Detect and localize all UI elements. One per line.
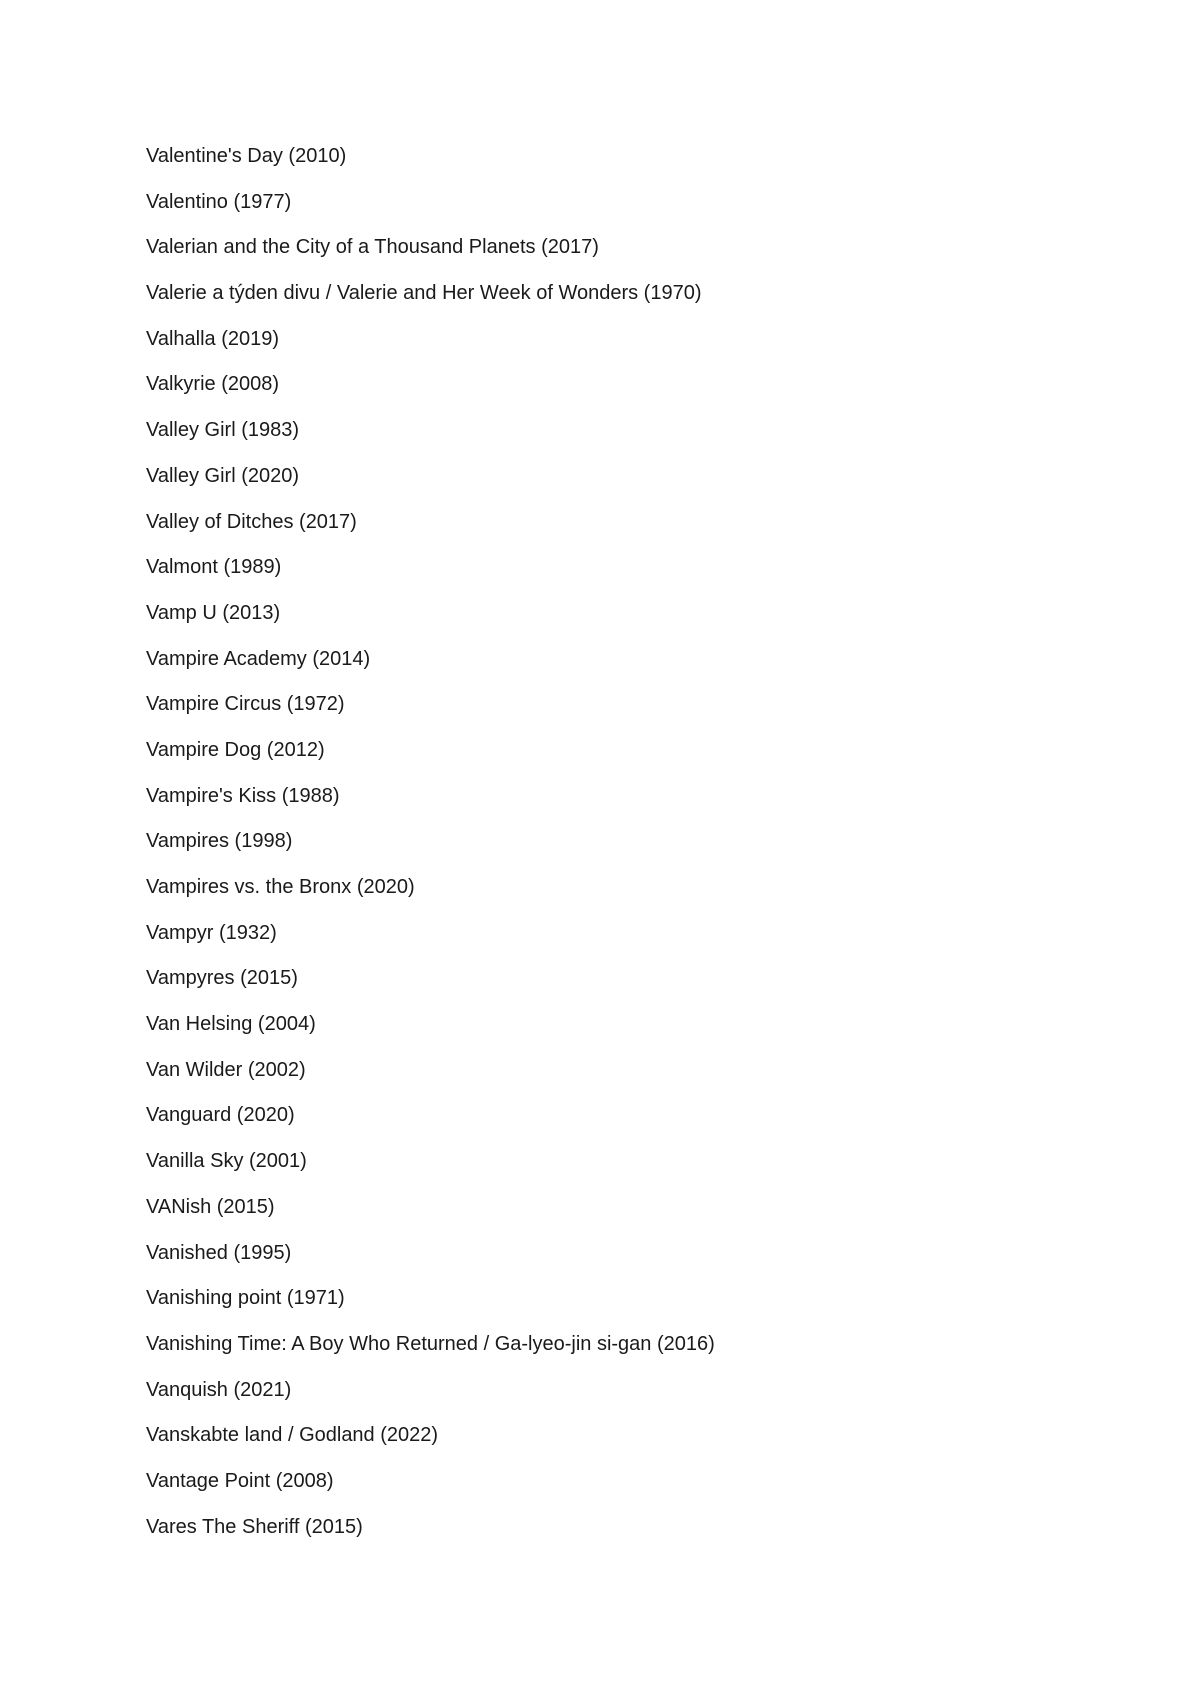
list-item: Valerian and the City of a Thousand Planets (2017) <box>146 236 599 259</box>
list-item: Vanishing Time: A Boy Who Returned / Ga-lyeo-jin si-gan (2016) <box>146 1332 715 1355</box>
list-item: Vanished (1995) <box>146 1241 292 1264</box>
list-item: Vampire Academy (2014) <box>146 647 371 670</box>
list-item: Valentino (1977) <box>146 190 292 213</box>
list-item: Vanishing point (1971) <box>146 1287 345 1310</box>
list-item: Vamp U (2013) <box>146 601 281 624</box>
list-item: Vampires (1998) <box>146 830 293 853</box>
list-item: Valentine's Day (2010) <box>146 145 347 167</box>
list-item: Vanquish (2021) <box>146 1378 292 1401</box>
list-item: Vampyr (1932) <box>146 921 277 944</box>
list-item: Valley Girl (1983) <box>146 419 300 442</box>
list-item: Van Wilder (2002) <box>146 1058 306 1081</box>
list-item: Valley of Ditches (2017) <box>146 510 357 533</box>
list-item: Vares The Sheriff (2015) <box>146 1515 363 1538</box>
list-item: Valkyrie (2008) <box>146 373 280 396</box>
list-item: Vanskabte land / Godland (2022) <box>146 1424 439 1447</box>
list-item: Valmont (1989) <box>146 556 282 579</box>
list-item: Valerie a týden divu / Valerie and Her Week of Wonders (1970) <box>146 282 702 305</box>
list-item: VANish (2015) <box>146 1195 275 1218</box>
list-item: Vanguard (2020) <box>146 1104 295 1127</box>
list-item: Vampire Dog (2012) <box>146 738 325 761</box>
list-item: Vanilla Sky (2001) <box>146 1150 307 1173</box>
list-item: Van Helsing (2004) <box>146 1013 316 1036</box>
list-item: Vampire's Kiss (1988) <box>146 784 340 807</box>
list-item: Valhalla (2019) <box>146 327 280 350</box>
film-title-list <box>146 143 715 1559</box>
list-item: Valley Girl (2020) <box>146 464 300 487</box>
list-item: Vampire Circus (1972) <box>146 693 345 716</box>
list-item: Vantage Point (2008) <box>146 1469 334 1492</box>
list-item: Vampires vs. the Bronx (2020) <box>146 876 415 898</box>
list-item: Vampyres (2015) <box>146 967 298 990</box>
